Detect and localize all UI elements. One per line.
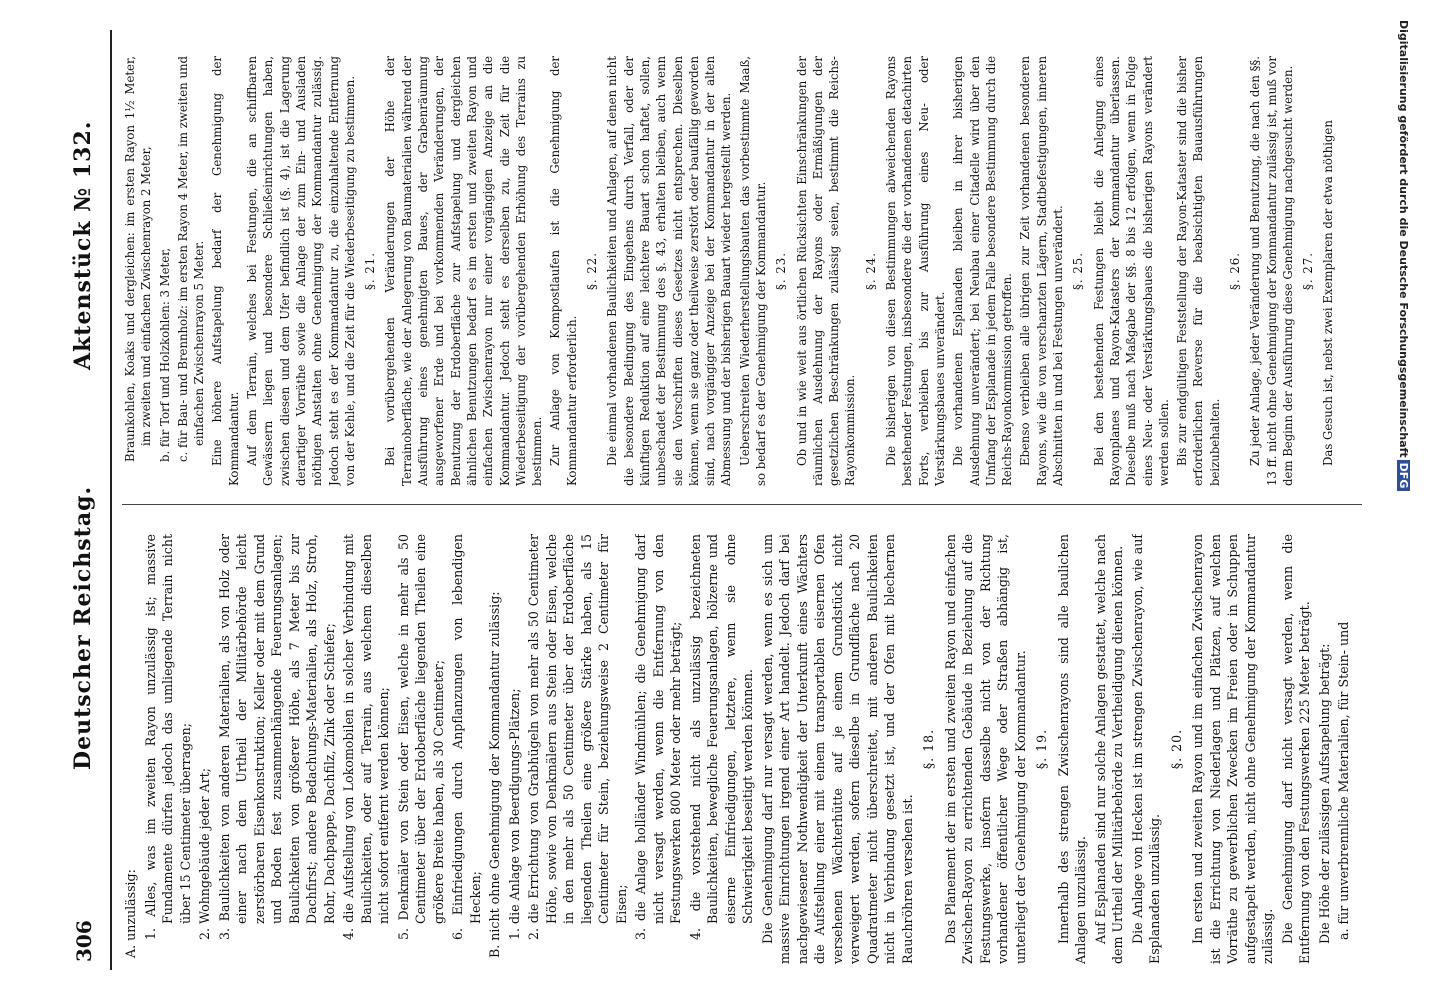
paragraph: B. nicht ohne Genehmigung der Kommandantur zulässig: (487, 591, 502, 958)
page-header (50, 20, 110, 980)
paragraph: 5. Denkmäler von Stein oder Eisen, welche in mehr als 50 Centimeter über der Erdoberfläche liegenden Theilen eine größere Breite haben, als 30 Centimeter; (395, 534, 446, 940)
paragraph: 3. Baulichkeiten von anderen Materialien, als von Holz oder einer nach dem Urtheil der Militärbehörde leicht zerstörbaren Eisenkonstruktion; Keller oder mit dem Grund und Boden fest zusammenhängende Feuerungsanlagen; Baulichkeiten von größerer Höhe, als 7 Meter bis zur Dachfirst; andere Bedachungs-Materialien, als Holz, Stroh, Rohr, Dachpappe, Dachfilz, Zink oder Schiefer; (216, 534, 337, 940)
paragraph: 4. die vorstehend nicht als unzulässig bezeichneten Baulichkeiten, bewegliche Feuerungsanlagen, hölzerne und eiserne Einfriedigungen, letztere, wenn sie ohne Schwierigkeit beseitigt werden können. (687, 534, 755, 940)
paragraph: 4. die Aufstellung von Lokomobilen in solcher Verbindung mit Baulichkeiten, oder auf Terrain, aus welchem dieselben nicht sofort entfernt werden können; (341, 534, 391, 940)
paragraph: Braunkohlen, Koaks und dergleichen: im ersten Rayon 1½ Meter, im zweiten und einfachen Zwischenrayon 2 Meter, (123, 56, 154, 462)
paragraph: 6. Einfriedigungen durch Anpflanzungen von lebendigen Hecken; (450, 534, 483, 940)
paragraph: A. unzulässig: (123, 869, 138, 958)
paragraph: Die vorhandenen Esplanaden bleiben in ihrer bisherigen Ausdehnung unverändert; bei Neubau einer Citadelle wird über den Umfang der Esplanade in jedem Falle besondere Bestimmung durch die Reichs-Rayonkommission getroffen. (951, 56, 1015, 486)
paragraph: Die Anlage von Hecken ist im strengen Zwischenrayon, wie auf Esplanaden unzulässig. (1129, 534, 1162, 964)
paragraph: Das Gesuch ist, nebst zwei Exemplaren der etwa nöthigen (1321, 120, 1336, 466)
paragraph: Das Planement der im ersten und zweiten Rayon und einfachen Zwischen-Rayon zu errichtenden Gebäude in Beziehung auf die Festungswerke, insofern dasselbe nicht von der Richtung vorhandener öffentlicher Wege oder Straßen abhängig ist, unterliegt der Genehmigung der Kommandantur. (942, 534, 1028, 964)
paragraph: Ebenso verbleiben alle übrigen zur Zeit vorhandenen besonderen Rayons, wie die von verschanzten Lägern, Stadtbefestigungen, inneren Abschnitten in und bei Festungen unverändert. (1018, 56, 1066, 486)
paragraph: Die bisherigen von diesen Bestimmungen abweichenden Rayons bestehender Festungen, insbesondere die der vorhandenen detachirten Forts, verbleiben bis zur Ausführung eines Neu- oder Verstärkungsbaues unverändert. (884, 56, 947, 486)
paragraph: Innerhalb des strengen Zwischenrayons sind alle baulichen Anlagen unzulässig. (1055, 534, 1088, 964)
section-heading: §. 19. (1034, 728, 1049, 770)
paragraph: 1. die Anlage von Beerdigungs-Plätzen; (506, 688, 522, 940)
section-heading: §. 24. (863, 252, 878, 290)
paragraph: Zu jeder Anlage, jeder Veränderung und Benutzung, die nach den §§. 13 ff. nicht ohne Genehmigung der Kommandantur zulässig ist, muß vor dem Beginn der Ausführung diese Genehmigung nachgesucht werden. (1248, 56, 1295, 486)
section-heading: §. 27. (1301, 252, 1316, 290)
paragraph: Ob und in wie weit aus örtlichen Rücksichten Einschränkungen der räumlichen Ausdehnung der Rayons oder Ermäßigungen der gesetzlichen Beschränkungen zulässig seien, bestimmt die Reichs-Rayonkommission. (794, 56, 858, 486)
paragraph: Die Genehmigung darf nicht versagt werden, wenn die Entfernung von den Festungswerken 225 Meter beträgt. (1279, 534, 1312, 964)
paragraph: Bis zur endgültigen Feststellung der Rayon-Kataster sind die bisher erforderlichen Reverse für die beabsichtigten Bauausführungen beizubehalten. (1175, 56, 1222, 486)
section-heading: §. 22. (585, 252, 600, 290)
right-column (122, 56, 1362, 486)
paragraph: Auf dem Terrain, welches bei Festungen, die an schiffbaren Gewässern liegen und besondere Schließeinrichtungen haben, zwischen diesen und dem Ufer befindlich ist (§. 4), ist die Lagerung derartiger Vorräthe sowie die Anlage der zum Ein- und Ausladen nöthigen Anstalten ohne Genehmigung der Kommandantur zulässig. Jedoch steht es der Kommandantur zu, die einzuhaltende Entfernung von der Kehle, und die Zeit für die Wiederbeseitigung zu bestimmen. (245, 56, 357, 486)
paragraph: Bei vorübergehenden Veränderungen der Höhe der Terrainoberfläche, wie der Anlegerung von Baumaterialien während der Ausführung eines genehmigten Baues, der Grabenräumung ausgeworfener Erde und bei vorkommenden Veränderungen, der Benutzung der Erdoberfläche zur Aufstapelung und dergleichen ähnlichen Benutzungen bedarf es im ersten und zweiten Rayon und einfachen Zwischenrayon nur einer vorgängigen Anzeige an die Kommandantur. Jedoch steht es derselben zu, die Zeit für die Wiederbeseitigung der vorübergehenden Erhöhung des Terrains zu bestimmen. (383, 56, 545, 486)
sheet-label: Aktenstück № 132. (70, 120, 96, 370)
page-number: 306 (72, 920, 96, 962)
section-heading: §. 21. (363, 252, 378, 290)
section-heading: §. 25. (1071, 252, 1086, 290)
journal-title: Deutscher Reichstag. (70, 485, 96, 770)
rotated-page (50, 20, 1395, 980)
left-column (122, 534, 1362, 964)
digitization-credit (1394, 20, 1410, 980)
paragraph: Eine höhere Aufstapelung bedarf der Genehmigung der Kommandantur. (210, 56, 241, 486)
paragraph: Die Genehmigung darf nur versagt werden, wenn es sich um massive Einrichtungen irgend einer Art handelt. Jedoch darf bei nachgewiesener Nothwendigkeit der Unterkunft eines Wächters die Aufstellung einer mit einem transportablen eisernen Ofen versehenen Wächterhütte auf je einem Grundstück nicht verweigert werden, sofern dieselbe in Grundfläche nach 20 Quadratmeter nicht überschreitet, mit anderen Baulichkeiten nicht in Verbindung gesetzt ist, und der Ofen mit blechernen Rauchröhren versehen ist. (759, 534, 915, 964)
credit-text: Digitalisierung gefördert durch die Deutsche Forschungsgemeinschaft (1397, 20, 1410, 458)
paragraph: 3. die Anlage holländer Windmühlen; die Genehmigung darf nicht versagt werden, wenn die Entfernung von den Festungswerken 800 Meter oder mehr beträgt; (633, 534, 683, 940)
header-rule (110, 30, 112, 970)
section-heading: §. 26. (1228, 252, 1242, 290)
paragraph: Im ersten und zweiten Rayon und im einfachen Zwischenrayon ist die Errichtung von Niederlagen und Plätzen, auf welchen Vorräthe zu gewerblichen Zwecken im Freien oder in Schuppen aufgestapelt werden, nicht ohne Genehmigung der Kommandantur zulässig. (1190, 534, 1275, 964)
section-heading: §. 23. (774, 252, 789, 290)
paragraph: 2. die Errichtung von Grabhügeln von mehr als 50 Centimeter Höhe, sowie von Denkmälern aus Stein oder Eisen, welche in den mehr als 50 Centimeter über der Erdoberfläche liegenden Theilen eine größere Stärke haben, als 15 Centimeter für Stein, beziehungsweise 2 Centimeter für Eisen; (526, 534, 629, 940)
paragraph: Bei den bestehenden Festungen bleibt die Anlegung eines Rayonplanes und Rayon-Katasters der Kommandantur überlassen. Dieselbe muß nach Maßgabe der §§. 8 bis 12 erfolgen, wenn in Folge eines Neu- oder Verstärkungsbaues die bisherigen Rayons verändert werden sollen. (1091, 56, 1171, 486)
paragraph: a. für unverbrennliche Materialien, für Stein- und (1336, 621, 1351, 940)
paragraph: Zur Anlage von Kompostlaufen ist die Genehmigung der Kommandantur erforderlich. (548, 56, 579, 486)
paragraph: Die Höhe der zulässigen Aufstapelung beträgt: (1316, 643, 1332, 944)
dfg-logo: DFG (1397, 460, 1410, 492)
paragraph: 2. Wohngebäude jeder Art; (197, 768, 212, 940)
paragraph: Die einmal vorhandenen Baulichkeiten und Anlagen, auf denen nicht die besondere Bedingung des Eingehens durch Verfall, oder der künftigen Reduktion auf eine leichtere Bauart schon haftet, sollen, unbeschadet der Bestimmung des §. 43, erhalten bleiben, auch wenn sie den Vorschriften dieses Gesetzes nicht entsprechen. Dieselben können, wenn sie ganz oder theilweise zerstört oder baufällig geworden sind, nach vorgängiger Anzeige bei der Kommandantur in der alten Abmessung und der bisherigen Bauart wieder hergestellt werden. (605, 56, 734, 486)
section-heading: §. 20. (1168, 728, 1184, 770)
paragraph: Auf Esplanaden sind nur solche Anlagen gestattet, welche nach dem Urtheil der Militärbehörde zu Vertheidigung dienen können. (1092, 534, 1125, 964)
paragraph: 1. Alles, was im zweiten Rayon unzulässig ist; massive Fundamente dürfen jedoch das umliegende Terrain nicht über 15 Centimeter überragen; (142, 534, 193, 940)
section-heading: §. 18. (921, 728, 936, 770)
paragraph: c. für Bau- und Brennholz: im ersten Rayon 4 Meter, im zweiten und einfachen Zwischenrayon 5 Meter. (175, 56, 207, 462)
paragraph: b. für Torf und Holzkohlen: 3 Meter, (157, 247, 172, 462)
column-separator (122, 504, 1362, 505)
paragraph: Ueberschreiten Wiederherstellungsbauten das vorbestimmte Maaß, so bedarf es der Genehmigung der Kommandantur. (737, 56, 768, 486)
